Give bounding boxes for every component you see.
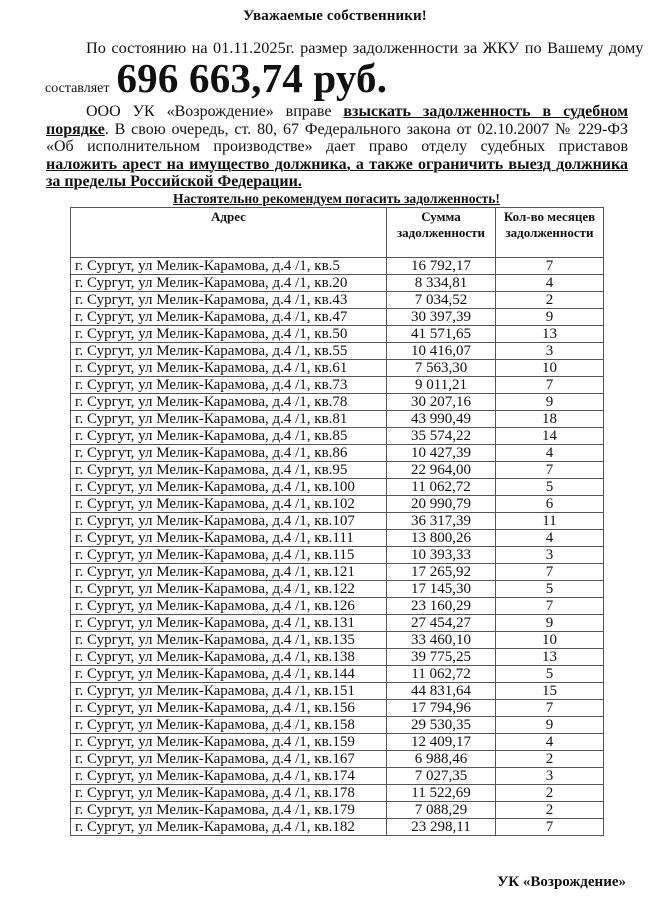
legal-text-part1: ООО УК «Возрождение» вправе (86, 103, 344, 120)
cell-months: 9 (496, 309, 604, 326)
cell-address: г. Сургут, ул Мелик-Карамова, д.4 /1, кв.121 (71, 564, 387, 581)
recommendation-heading: Настоятельно рекомендуем погасить задолженность! (173, 191, 500, 206)
table-row (71, 411, 604, 428)
legal-notice-paragraph (46, 103, 628, 191)
legal-emphasis-arrest: наложить арест на имущество должника, а также ограничить выезд должника за пределы Российской Федерации. (46, 155, 628, 191)
table-row (71, 802, 604, 819)
cell-sum: 11 522,69 (387, 785, 496, 802)
cell-address: г. Сургут, ул Мелик-Карамова, д.4 /1, кв.167 (71, 751, 387, 768)
cell-months: 11 (496, 513, 604, 530)
table-row (71, 581, 604, 598)
cell-months: 7 (496, 819, 604, 836)
table-row (71, 445, 604, 462)
cell-address: г. Сургут, ул Мелик-Карамова, д.4 /1, кв.144 (71, 666, 387, 683)
cell-sum: 17 265,92 (387, 564, 496, 581)
cell-months: 5 (496, 581, 604, 598)
cell-sum: 23 160,29 (387, 598, 496, 615)
cell-months: 3 (496, 768, 604, 785)
cell-address: г. Сургут, ул Мелик-Карамова, д.4 /1, кв.86 (71, 445, 387, 462)
table-row (71, 360, 604, 377)
cell-address: г. Сургут, ул Мелик-Карамова, д.4 /1, кв.156 (71, 700, 387, 717)
table-row (71, 309, 604, 326)
cell-months: 13 (496, 649, 604, 666)
cell-address: г. Сургут, ул Мелик-Карамова, д.4 /1, кв.151 (71, 683, 387, 700)
cell-sum: 10 427,39 (387, 445, 496, 462)
cell-months: 4 (496, 445, 604, 462)
cell-address: г. Сургут, ул Мелик-Карамова, д.4 /1, кв.174 (71, 768, 387, 785)
cell-sum: 12 409,17 (387, 734, 496, 751)
cell-address: г. Сургут, ул Мелик-Карамова, д.4 /1, кв.50 (71, 326, 387, 343)
table-row (71, 717, 604, 734)
cell-sum: 27 454,27 (387, 615, 496, 632)
column-header-sum: Сумма задолженности (387, 208, 496, 258)
cell-sum: 36 317,39 (387, 513, 496, 530)
cell-months: 10 (496, 360, 604, 377)
cell-sum: 41 571,65 (387, 326, 496, 343)
cell-months: 7 (496, 258, 604, 275)
cell-address: г. Сургут, ул Мелик-Карамова, д.4 /1, кв.5 (71, 258, 387, 275)
cell-sum: 22 964,00 (387, 462, 496, 479)
cell-sum: 11 062,72 (387, 666, 496, 683)
table-row (71, 326, 604, 343)
cell-address: г. Сургут, ул Мелик-Карамова, д.4 /1, кв.81 (71, 411, 387, 428)
table-row (71, 683, 604, 700)
table-row (71, 751, 604, 768)
cell-months: 7 (496, 700, 604, 717)
cell-sum: 6 988,46 (387, 751, 496, 768)
legal-text-part2: . В свою очередь, ст. 80, 67 Федерального закона от 02.10.2007 № 229-ФЗ «Об исполнительном производстве» дает право отделу судебных приставов (46, 120, 628, 156)
cell-months: 3 (496, 343, 604, 360)
cell-address: г. Сургут, ул Мелик-Карамова, д.4 /1, кв.73 (71, 377, 387, 394)
table-row (71, 768, 604, 785)
cell-months: 3 (496, 547, 604, 564)
debtors-table (70, 207, 604, 836)
table-row (71, 564, 604, 581)
cell-address: г. Сургут, ул Мелик-Карамова, д.4 /1, кв.159 (71, 734, 387, 751)
table-row (71, 632, 604, 649)
cell-address: г. Сургут, ул Мелик-Карамова, д.4 /1, кв.122 (71, 581, 387, 598)
cell-address: г. Сургут, ул Мелик-Карамова, д.4 /1, кв.95 (71, 462, 387, 479)
table-row (71, 428, 604, 445)
table-row (71, 615, 604, 632)
cell-address: г. Сургут, ул Мелик-Карамова, д.4 /1, кв.135 (71, 632, 387, 649)
table-row (71, 343, 604, 360)
cell-sum: 23 298,11 (387, 819, 496, 836)
cell-sum: 11 062,72 (387, 479, 496, 496)
cell-sum: 20 990,79 (387, 496, 496, 513)
cell-address: г. Сургут, ул Мелик-Карамова, д.4 /1, кв.100 (71, 479, 387, 496)
cell-sum: 17 145,30 (387, 581, 496, 598)
table-row (71, 547, 604, 564)
table-row (71, 462, 604, 479)
cell-sum: 7 088,29 (387, 802, 496, 819)
cell-address: г. Сургут, ул Мелик-Карамова, д.4 /1, кв.182 (71, 819, 387, 836)
table-row (71, 479, 604, 496)
cell-months: 6 (496, 496, 604, 513)
cell-months: 2 (496, 751, 604, 768)
cell-address: г. Сургут, ул Мелик-Карамова, д.4 /1, кв.179 (71, 802, 387, 819)
cell-address: г. Сургут, ул Мелик-Карамова, д.4 /1, кв.20 (71, 275, 387, 292)
table-row (71, 292, 604, 309)
cell-address: г. Сургут, ул Мелик-Карамова, д.4 /1, кв.131 (71, 615, 387, 632)
cell-months: 9 (496, 615, 604, 632)
cell-months: 4 (496, 275, 604, 292)
cell-address: г. Сургут, ул Мелик-Карамова, д.4 /1, кв.61 (71, 360, 387, 377)
table-row (71, 513, 604, 530)
cell-sum: 7 563,30 (387, 360, 496, 377)
cell-sum: 44 831,64 (387, 683, 496, 700)
table-row (71, 649, 604, 666)
table-row (71, 530, 604, 547)
cell-months: 9 (496, 717, 604, 734)
cell-address: г. Сургут, ул Мелик-Карамова, д.4 /1, кв.43 (71, 292, 387, 309)
column-header-address: Адрес (71, 208, 387, 258)
cell-months: 4 (496, 734, 604, 751)
cell-sum: 10 393,33 (387, 547, 496, 564)
cell-months: 2 (496, 292, 604, 309)
cell-months: 4 (496, 530, 604, 547)
cell-address: г. Сургут, ул Мелик-Карамова, д.4 /1, кв.85 (71, 428, 387, 445)
cell-months: 10 (496, 632, 604, 649)
cell-months: 14 (496, 428, 604, 445)
cell-months: 7 (496, 462, 604, 479)
cell-months: 18 (496, 411, 604, 428)
table-row (71, 700, 604, 717)
total-debt-line (45, 54, 387, 102)
cell-months: 7 (496, 377, 604, 394)
cell-months: 5 (496, 666, 604, 683)
cell-months: 13 (496, 326, 604, 343)
cell-sum: 17 794,96 (387, 700, 496, 717)
table-header-row (71, 208, 604, 258)
cell-sum: 9 011,21 (387, 377, 496, 394)
cell-sum: 8 334,81 (387, 275, 496, 292)
table-row (71, 377, 604, 394)
cell-sum: 43 990,49 (387, 411, 496, 428)
cell-months: 7 (496, 564, 604, 581)
table-row (71, 666, 604, 683)
cell-address: г. Сургут, ул Мелик-Карамова, д.4 /1, кв.138 (71, 649, 387, 666)
cell-months: 5 (496, 479, 604, 496)
cell-address: г. Сургут, ул Мелик-Карамова, д.4 /1, кв.111 (71, 530, 387, 547)
cell-months: 9 (496, 394, 604, 411)
cell-sum: 39 775,25 (387, 649, 496, 666)
intro-paragraph: По состоянию на 01.11.2025г. размер задолженности за ЖКУ по Вашему дому (86, 38, 644, 57)
cell-address: г. Сургут, ул Мелик-Карамова, д.4 /1, кв.158 (71, 717, 387, 734)
cell-address: г. Сургут, ул Мелик-Карамова, д.4 /1, кв.47 (71, 309, 387, 326)
cell-sum: 33 460,10 (387, 632, 496, 649)
table-row (71, 394, 604, 411)
signature: УК «Возрождение» (497, 874, 626, 890)
cell-address: г. Сургут, ул Мелик-Карамова, д.4 /1, кв.55 (71, 343, 387, 360)
cell-months: 15 (496, 683, 604, 700)
cell-sum: 30 397,39 (387, 309, 496, 326)
table-row (71, 819, 604, 836)
cell-address: г. Сургут, ул Мелик-Карамова, д.4 /1, кв.126 (71, 598, 387, 615)
legal-emphasis-court: взыскать задолженность в судебном порядке (46, 103, 629, 138)
cell-address: г. Сургут, ул Мелик-Карамова, д.4 /1, кв.178 (71, 785, 387, 802)
cell-address: г. Сургут, ул Мелик-Карамова, д.4 /1, кв.78 (71, 394, 387, 411)
cell-sum: 7 034,52 (387, 292, 496, 309)
column-header-months: Кол-во месяцев задолженности (496, 208, 604, 258)
cell-months: 2 (496, 785, 604, 802)
cell-sum: 16 792,17 (387, 258, 496, 275)
cell-sum: 10 416,07 (387, 343, 496, 360)
cell-address: г. Сургут, ул Мелик-Карамова, д.4 /1, кв.115 (71, 547, 387, 564)
table-row (71, 258, 604, 275)
cell-address: г. Сургут, ул Мелик-Карамова, д.4 /1, кв.102 (71, 496, 387, 513)
cell-months: 7 (496, 598, 604, 615)
cell-sum: 30 207,16 (387, 394, 496, 411)
table-row (71, 275, 604, 292)
cell-sum: 35 574,22 (387, 428, 496, 445)
total-debt-amount: 696 663,74 руб. (116, 55, 388, 101)
table-row (71, 598, 604, 615)
cell-address: г. Сургут, ул Мелик-Карамова, д.4 /1, кв.107 (71, 513, 387, 530)
cell-sum: 29 530,35 (387, 717, 496, 734)
cell-sum: 7 027,35 (387, 768, 496, 785)
cell-months: 2 (496, 802, 604, 819)
document-title: Уважаемые собственники! (243, 8, 427, 24)
table-row (71, 785, 604, 802)
cell-sum: 13 800,26 (387, 530, 496, 547)
amount-prefix: составляет (45, 81, 110, 96)
table-row (71, 734, 604, 751)
table-row (71, 496, 604, 513)
